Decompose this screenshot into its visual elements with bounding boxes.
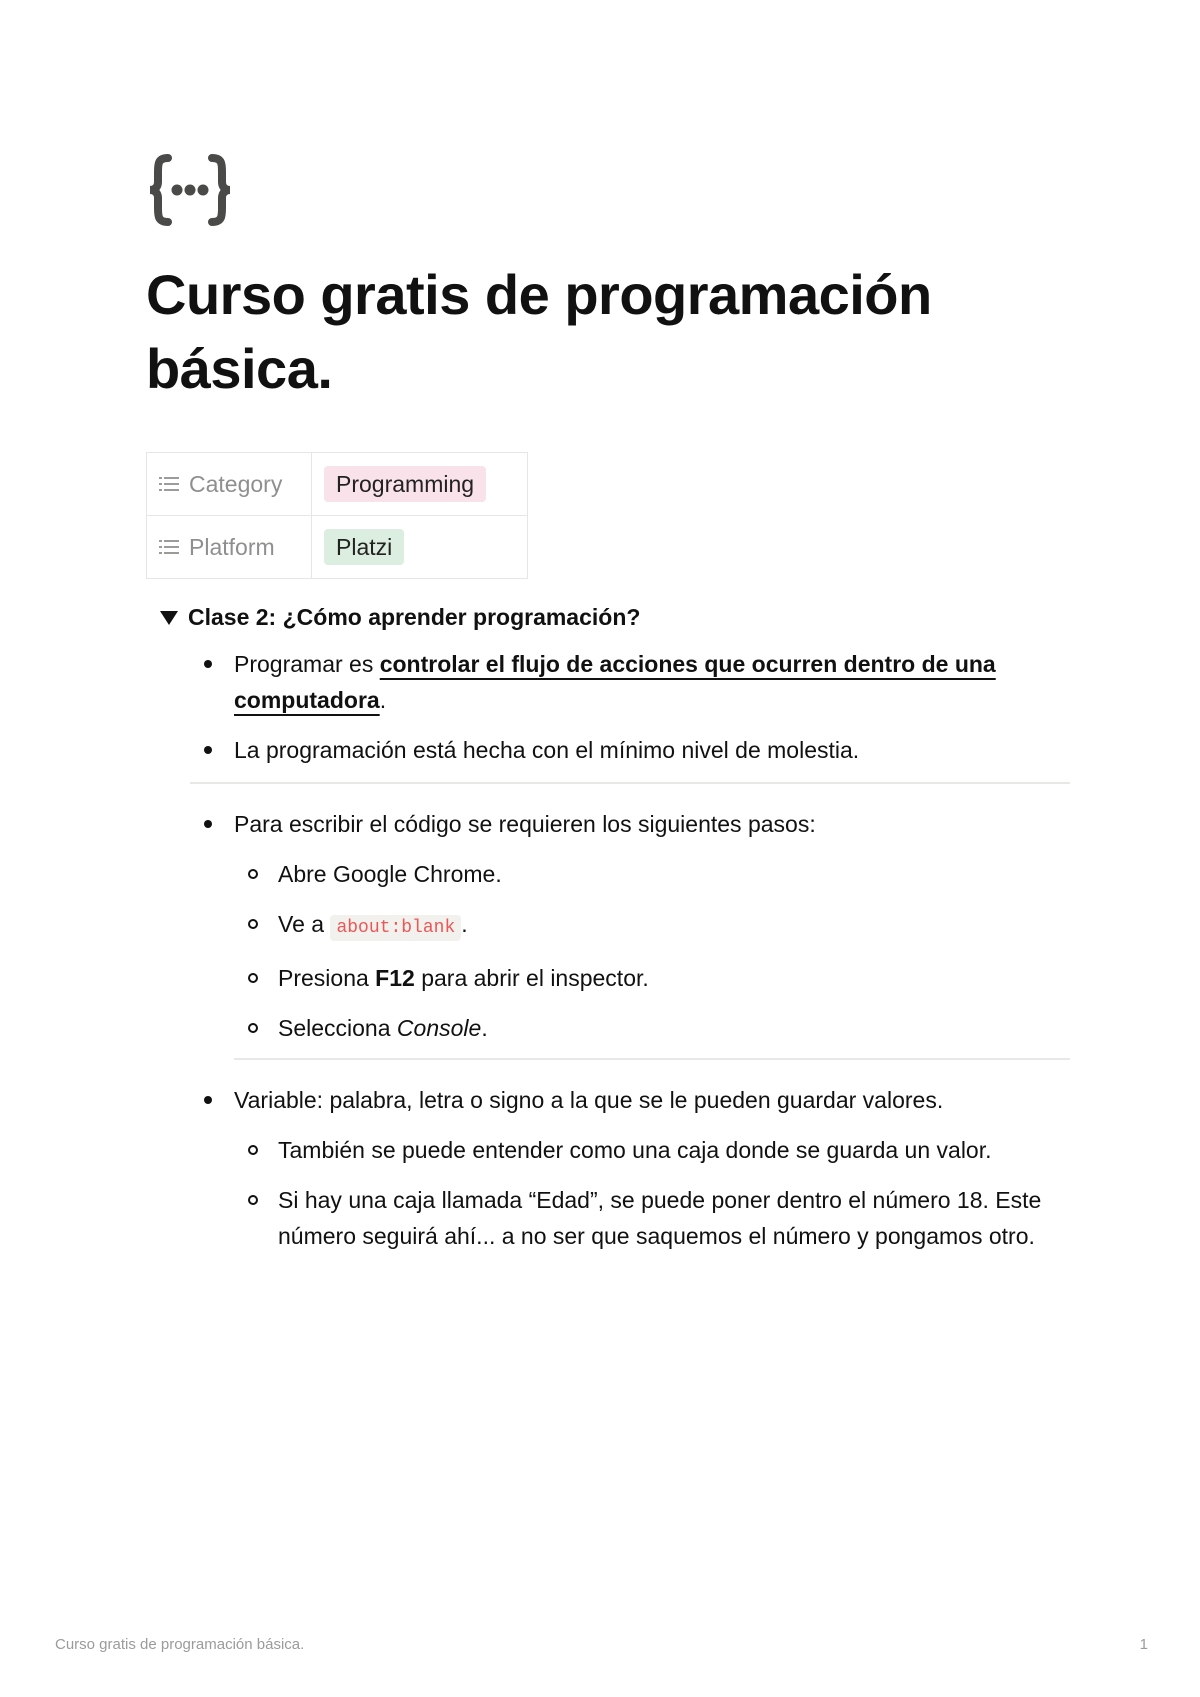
property-row-platform (147, 516, 528, 579)
property-value-cell[interactable] (312, 516, 528, 579)
list-item (190, 1082, 1070, 1254)
property-value-cell[interactable] (312, 453, 528, 516)
list-item-text: . (481, 1015, 488, 1041)
footer-title: Curso gratis de programación básica. (55, 1636, 305, 1653)
list-item (190, 806, 1070, 1046)
property-name-cell[interactable] (147, 516, 312, 579)
divider (190, 782, 1070, 784)
page-number: 1 (1139, 1636, 1148, 1653)
category-tag[interactable]: Programming (324, 466, 486, 502)
list-item-text: para abrir el inspector. (414, 965, 649, 991)
toggle-heading[interactable] (160, 600, 1070, 634)
list-item-text: . (461, 911, 468, 937)
sub-bullet-list (234, 1132, 1070, 1254)
underlined-emphasis: controlar el flujo de acciones que ocurren dentro de una computadora (234, 651, 996, 713)
sub-bullet-list (234, 856, 1070, 1046)
list-item-text: Presiona (278, 965, 376, 991)
bullet-list (160, 1082, 1070, 1254)
divider (234, 1058, 1070, 1060)
list-item-text: Ve a (278, 911, 331, 937)
property-row-category (147, 453, 528, 516)
list-item-text: . (379, 687, 387, 713)
properties-table (146, 452, 528, 579)
triangle-down-icon[interactable] (160, 611, 178, 625)
platform-tag[interactable]: Platzi (324, 529, 404, 565)
sub-list-item (234, 960, 1070, 996)
bullet-list (160, 646, 1070, 768)
italic-term: Console (396, 1015, 482, 1041)
list-icon (159, 539, 179, 555)
list-item-text: También se puede entender como una caja donde se guarda un valor. (278, 1137, 992, 1163)
inline-code: about:blank (330, 915, 461, 941)
toggle-block (160, 600, 1070, 1268)
sub-list-item (234, 906, 1070, 946)
page-title: Curso gratis de programación básica. (146, 263, 932, 400)
bold-key: F12 (375, 965, 415, 991)
property-label-platform: Platform (189, 533, 275, 560)
list-item-text: Selecciona (278, 1015, 397, 1041)
sub-list-item (234, 1132, 1070, 1168)
property-label-category: Category (189, 470, 283, 497)
sub-list-item (234, 1010, 1070, 1046)
list-item-text: Si hay una caja llamada “Edad”, se puede poner dentro el número 18. Este número seguirá ahí... a no ser que saquemos el número y pongamos otro. (278, 1187, 1042, 1249)
list-item (190, 732, 1070, 768)
toggle-heading-text: Clase 2: ¿Cómo aprender programación? (188, 604, 641, 630)
list-item-text: Variable: palabra, letra o signo a la que se le pueden guardar valores. (234, 1087, 944, 1113)
list-item-text: Abre Google Chrome. (278, 861, 502, 887)
bullet-list (160, 806, 1070, 1046)
list-icon (159, 476, 179, 492)
list-item (190, 646, 1070, 718)
code-braces-icon (146, 152, 234, 228)
property-name-cell[interactable] (147, 453, 312, 516)
sub-list-item (234, 856, 1070, 892)
list-item-text: Para escribir el código se requieren los siguientes pasos: (234, 811, 816, 837)
list-item-text: Programar es (234, 651, 380, 677)
list-item-text: La programación está hecha con el mínimo nivel de molestia. (234, 737, 860, 763)
sub-list-item (234, 1182, 1070, 1254)
